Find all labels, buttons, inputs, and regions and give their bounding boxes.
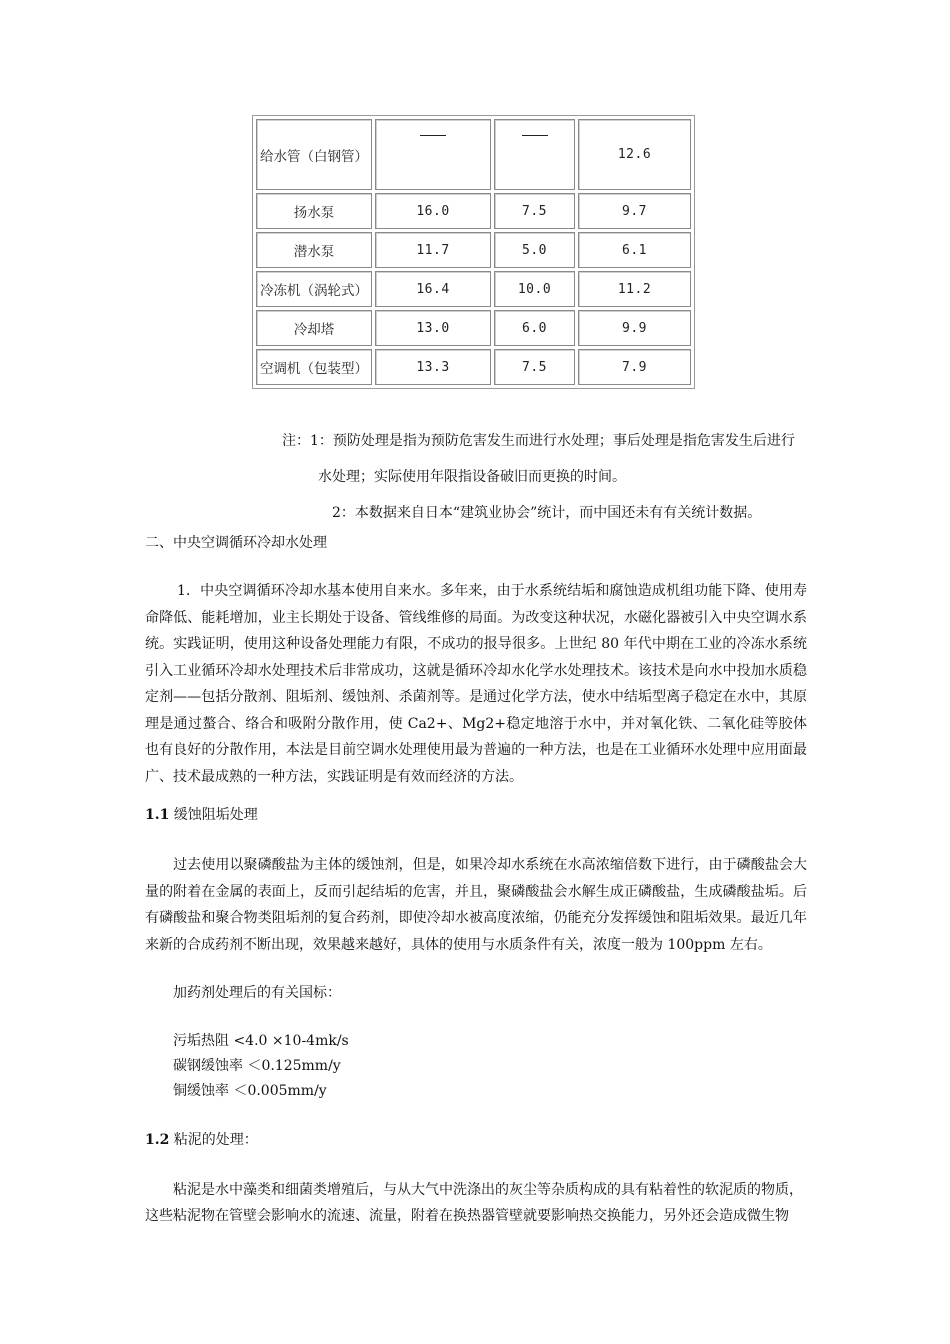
subsection-heading-1-1 [145, 802, 258, 828]
table-cell [494, 119, 575, 190]
paragraph-text: 1．中央空调循环冷却水基本使用自来水。多年来，由于水系统结垢和腐蚀造成机组功能下降、使用寿命降低、能耗增加，业主长期处于设备、管线维修的局面。为改变这种状况，水磁化器被引入中央空调水系统。实践证明，使用这种设备处理能力有限，不成功的报导很多。上世纪 80 年代中期在工业的冷冻水系统引入工业循环冷却水处理技术后非常成功，这就是循环冷却水化学水处理技术。该技术是向水中投加水质稳定剂——包括分散剂、阻垢剂、缓蚀剂、杀菌剂等。是通过化学方法，使水中结垢型离子稳定在水中，其原理是通过螯合、络合和吸附分散作用，使 Ca2+、Mg2+稳定地溶于水中，并对氧化铁、二氧化硅等胶体也有良好的分散作用，本法是目前空调水处理使用最为普遍的一种方法，也是在工业循环水处理中应用面最广、技术最成熟的一种方法，实践证明是有效而经济的方法。 [145, 583, 807, 785]
table-cell-label: 冷却塔 [256, 310, 372, 346]
table-cell: 13.3 [375, 349, 491, 385]
table-cell: 16.0 [375, 193, 491, 229]
table-cell-label: 冷冻机（涡轮式） [256, 271, 372, 307]
table-row [256, 232, 691, 268]
table-cell: 13.0 [375, 310, 491, 346]
table-cell: 7.9 [578, 349, 691, 385]
table-cell: 16.4 [375, 271, 491, 307]
equipment-life-table [252, 115, 695, 389]
table-cell: 7.5 [494, 193, 575, 229]
table-cell [375, 119, 491, 190]
table-cell: 9.9 [578, 310, 691, 346]
heading-text: 缓蚀阻垢处理 [169, 807, 258, 823]
paragraph-slime-line-2: 这些粘泥物在管壁会影响水的流速、流量，附着在换热器管壁就要影响热交换能力，另外还会造成微生物 [145, 1208, 789, 1224]
table-cell: 5.0 [494, 232, 575, 268]
table-cell: 6.0 [494, 310, 575, 346]
table-note-2: 2：本数据来自日本“建筑业协会”统计，而中国还未有有关统计数据。 [332, 505, 762, 521]
table-cell: 7.5 [494, 349, 575, 385]
table-row [256, 271, 691, 307]
table-cell-label: 空调机（包装型） [256, 349, 372, 385]
table-cell-label: 潜水泵 [256, 232, 372, 268]
dash-mark [420, 135, 446, 136]
table-cell-label: 扬水泵 [256, 193, 372, 229]
table-cell: 10.0 [494, 271, 575, 307]
table-cell: 12.6 [578, 119, 691, 190]
table-cell: 11.7 [375, 232, 491, 268]
section-heading: 二、中央空调循环冷却水处理 [145, 535, 327, 551]
table-row [256, 349, 691, 385]
dash-mark [522, 135, 548, 136]
paragraph-corrosion [145, 852, 807, 958]
heading-number: 1.2 [145, 1132, 170, 1148]
subsection-heading-1-2 [145, 1127, 258, 1153]
table-cell: 11.2 [578, 271, 691, 307]
paragraph-slime-line-1: 粘泥是水中藻类和细菌类增殖后，与从大气中洗涤出的灰尘等杂质构成的具有粘着性的软泥质的物质， [173, 1182, 803, 1198]
standard-item: 铜缓蚀率 ＜0.005mm/y [173, 1083, 327, 1099]
table-note-1-line-1: 注：1：预防处理是指为预防危害发生而进行水处理；事后处理是指危害发生后进行 [282, 433, 795, 449]
paragraph-text: 过去使用以聚磷酸盐为主体的缓蚀剂，但是，如果冷却水系统在水高浓缩倍数下进行，由于磷酸盐会大量的附着在金属的表面上，反而引起结垢的危害，并且，聚磷酸盐会水解生成正磷酸盐，生成磷酸盐垢。后有磷酸盐和聚合物类阻垢剂的复合药剂，即使冷却水被高度浓缩，仍能充分发挥缓蚀和阻垢效果。最近几年来新的合成药剂不断出现，效果越来越好，具体的使用与水质条件有关，浓度一般为 100ppm 左右。 [145, 857, 807, 953]
table-cell: 9.7 [578, 193, 691, 229]
table-row [256, 119, 691, 190]
standard-item: 污垢热阻 <4.0 ×10-4mk/s [173, 1033, 349, 1049]
table-row [256, 310, 691, 346]
heading-number: 1.1 [145, 807, 170, 823]
standard-item: 碳钢缓蚀率 ＜0.125mm/y [173, 1058, 341, 1074]
table-cell-label: 给水管（白钢管） [256, 119, 372, 190]
standards-intro: 加药剂处理后的有关国标： [173, 985, 341, 1001]
table-row [256, 193, 691, 229]
paragraph-intro [145, 578, 807, 790]
heading-text: 粘泥的处理： [169, 1132, 258, 1148]
table-note-1-line-2: 水处理；实际使用年限指设备破旧而更换的时间。 [318, 469, 626, 485]
table-cell: 6.1 [578, 232, 691, 268]
